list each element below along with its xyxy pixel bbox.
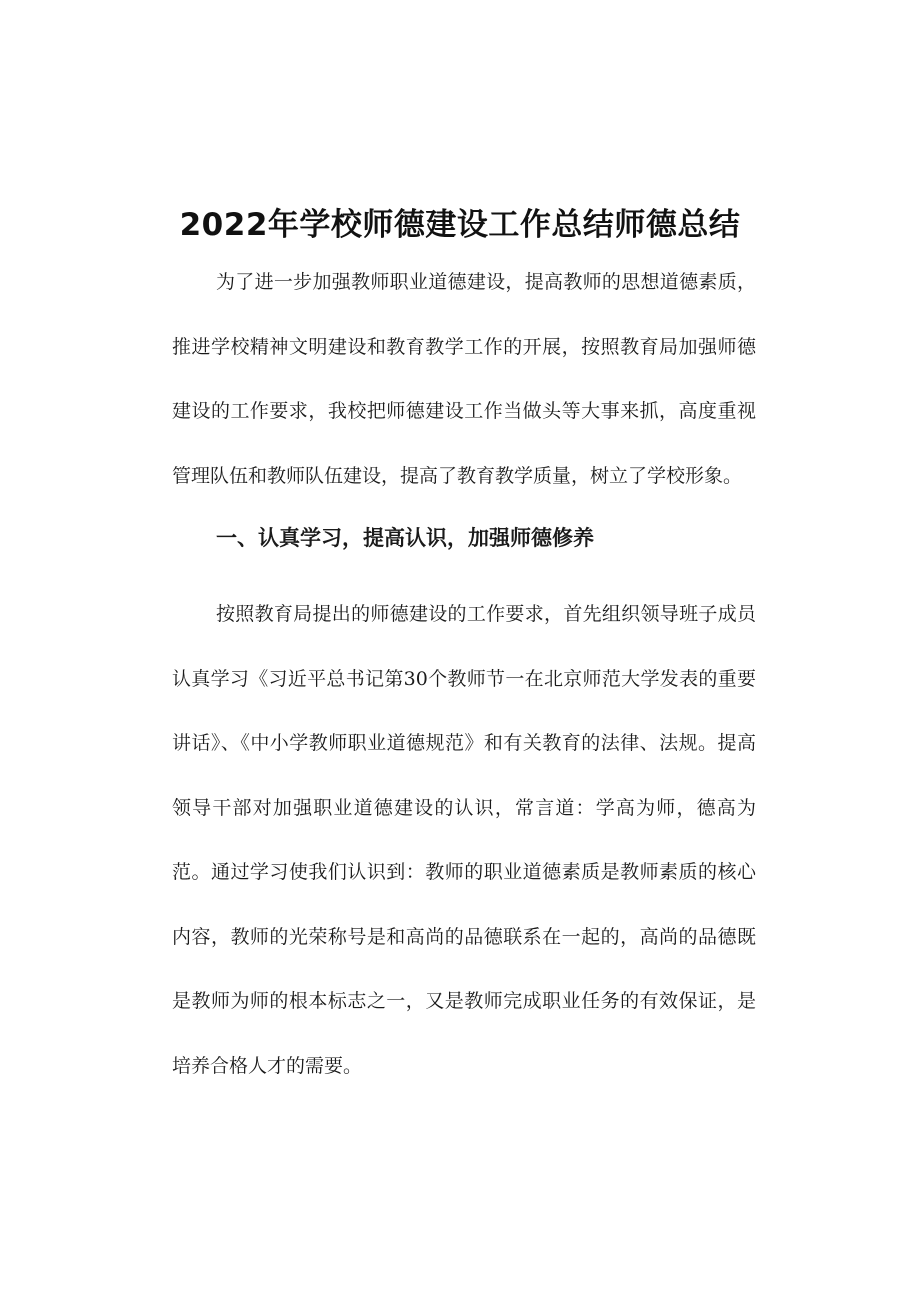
document-title: 2022年学校师德建设工作总结师德总结: [179, 206, 741, 243]
section-paragraph: 按照教育局提出的师德建设的工作要求，首先组织领导班子成员认真学习《习近平总书记第30个教师节一在北京师范大学发表的重要讲话》、《中小学教师职业道德规范》和有关教育的法律、法规。提高领导干部对加强职业道德建设的认识，常言道：学高为师，德高为范。通过学习使我们认识到：教师的职业道德素质是教师素质的核心内容，教师的光荣称号是和高尚的品德联系在一起的，高尚的品德既是教师为师的根本标志之一，又是教师完成职业任务的有效保证，是培养合格人才的需要。: [172, 603, 756, 1077]
intro-paragraph: 为了进一步加强教师职业道德建设，提高教师的思想道德素质，推进学校精神文明建设和教育教学工作的开展，按照教育局加强师德建设的工作要求，我校把师德建设工作当做头等大事来抓，高度重视管理队伍和教师队伍建设，提高了教育教学质量，树立了学校形象。: [172, 271, 756, 487]
section-heading: 一、认真学习，提高认识，加强师德修养: [216, 525, 594, 550]
